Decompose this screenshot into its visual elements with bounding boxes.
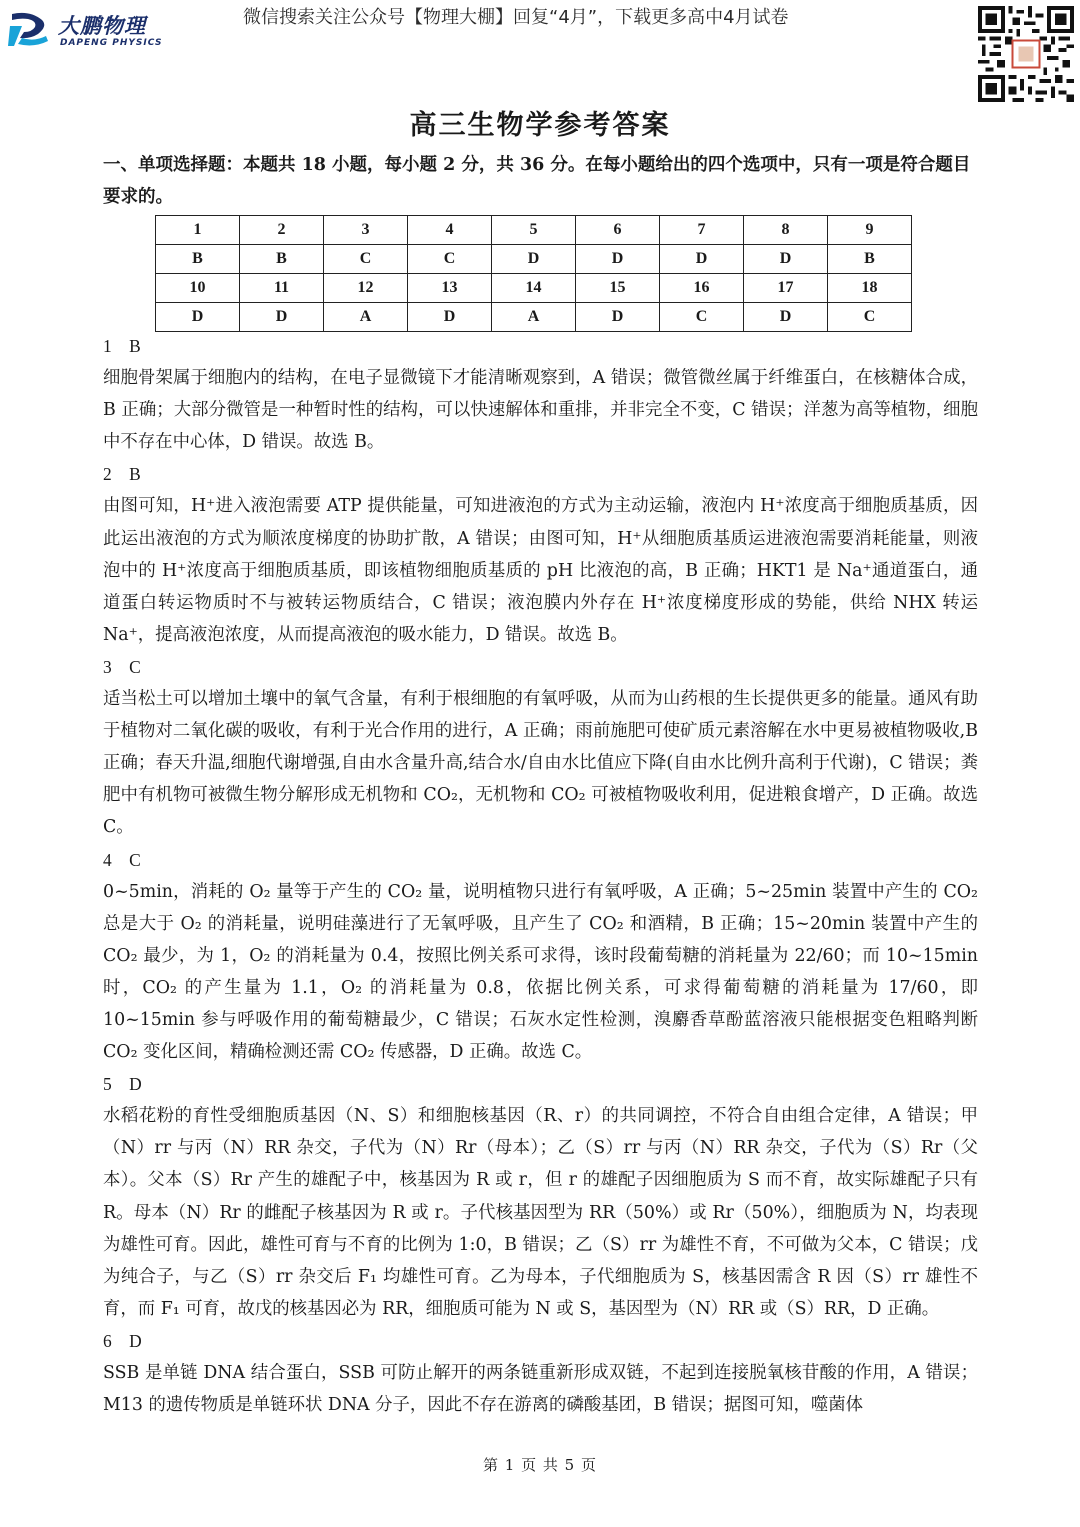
explanations [103, 330, 978, 1421]
answer-table [155, 215, 912, 332]
table-cell: 13 [408, 274, 492, 303]
logo-subtitle: DAPENG PHYSICS [60, 38, 163, 48]
question-explanation: 适当松土可以增加土壤中的氧气含量，有利于根细胞的有氧呼吸，从而为山药根的生长提供更多的能量。通风有助于植物对二氧化碳的吸收，有利于光合作用的进行，A 正确；雨前施肥可使矿质元素溶解在水中更易被植物吸收,B 正确；春天升温,细胞代谢增强,自由水含量升高,结合水/自由水比值应下降(自由水比例升高利于代谢)，C 错误；粪肥中有机物可被微生物分解形成无机物和 CO₂，无机物和 CO₂ 可被植物吸收利用，促进粮食增产，D 正确。故选 C。 [103, 689, 978, 838]
table-cell: 10 [156, 274, 240, 303]
page-header [0, 0, 1080, 105]
dapeng-logo [8, 8, 168, 50]
table-row [156, 274, 912, 303]
table-cell: 2 [240, 216, 324, 245]
section-heading: 一、单项选择题：本题共 18 小题，每小题 2 分，共 36 分。在每小题给出的四个选项中，只有一项是符合题目要求的。 [103, 155, 971, 207]
table-cell: 1 [156, 216, 240, 245]
question-explanation: 由图可知，H⁺进入液泡需要 ATP 提供能量，可知进液泡的方式为主动运输，液泡内 H⁺浓度高于细胞质基质，因此运出液泡的方式为顺浓度梯度的协助扩散，A 错误；由图可知，H⁺从细胞质基质运进液泡需要消耗能量，则液泡中的 H⁺浓度高于细胞质基质，即该植物细胞质基质的 pH 比液泡的高，B 正确；HKT1 是 Na⁺通道蛋白，通道蛋白转运物质时不与被转运物质结合，C 错误；液泡膜内外存在 H⁺浓度梯度形成的势能，供给 NHX 转运 Na⁺，提高液泡浓度，从而提高液泡的吸水能力，D 错误。故选 B。 [103, 496, 978, 645]
question-heading: 2 B [103, 464, 141, 485]
table-cell: A [492, 303, 576, 332]
question-explanation: 水稻花粉的育性受细胞质基因（N、S）和细胞核基因（R、r）的共同调控，不符合自由组合定律，A 错误；甲（N）rr 与丙（N）RR 杂交，子代为（N）Rr（母本）；乙（S）rr 与丙（N）RR 杂交，子代为（S）Rr（父本）。父本（S）Rr 产生的雄配子中，核基因为 R 或 r，但 r 的雄配子因细胞质为 S 而不育，故实际雄配子只有 R。母本（N）Rr 的雌配子核基因为 R 或 r。子代核基因型为 RR（50%）或 Rr（50%），细胞质为 N，均表现为雄性可育。因此，雄性可育与不育的比例为 1:0，B 错误；乙（S）rr 为雄性不育，不可做为父本，C 错误；戊为纯合子，与乙（S）rr 杂交后 F₁ 均雄性可育。乙为母本，子代细胞质为 S，核基因需含 R 因（S）rr 雄性不育，而 F₁ 可育，故戊的核基因必为 RR，细胞质可能为 N 或 S，基因型为（N）RR 或（S）RR，D 正确。 [103, 1106, 978, 1319]
table-cell: 14 [492, 274, 576, 303]
table-cell: 18 [828, 274, 912, 303]
question-explanation: SSB 是单链 DNA 结合蛋白，SSB 可防止解开的两条链重新形成双链，不起到连接脱氧核苷酸的作用，A 错误；M13 的遗传物质是单链环状 DNA 分子，因此不存在游离的磷酸基团，B 错误；据图可知，噬菌体 [103, 1363, 978, 1416]
table-cell: 4 [408, 216, 492, 245]
table-cell: D [660, 245, 744, 274]
page-number: 第 1 页 共 5 页 [483, 1456, 597, 1474]
table-cell: B [156, 245, 240, 274]
table-cell: B [828, 245, 912, 274]
table-cell: B [240, 245, 324, 274]
table-cell: C [324, 245, 408, 274]
table-row [156, 245, 912, 274]
table-cell: D [492, 245, 576, 274]
table-cell: 6 [576, 216, 660, 245]
table-cell: 8 [744, 216, 828, 245]
logo-name: 大鹏物理 [58, 14, 146, 38]
table-cell: 15 [576, 274, 660, 303]
table-cell: 7 [660, 216, 744, 245]
table-cell: D [156, 303, 240, 332]
question-heading: 4 C [103, 849, 141, 870]
question-heading: 6 D [103, 1330, 142, 1351]
question-explanation: 0~5min，消耗的 O₂ 量等于产生的 CO₂ 量，说明植物只进行有氧呼吸，A 正确；5~25min 装置中产生的 CO₂ 总是大于 O₂ 的消耗量，说明硅藻进行了无氧呼吸，且产生了 CO₂ 和酒精，B 正确；15~20min 装置中产生的 CO₂ 最少，为 1，O₂ 的消耗量为 0.4，按照比例关系可求得，该时段葡萄糖的消耗量为 22/60；而 10~15min 时，CO₂ 的产生量为 1.1，O₂ 的消耗量为 0.8，依据比例关系，可求得葡萄糖的消耗量为 17/60，即 10~15min 参与呼吸作用的葡萄糖最少，C 错误；石灰水定性检测，溴麝香草酚蓝溶液只能根据变色粗略判断 CO₂ 变化区间，精确检测还需 CO₂ 传感器，D 正确。故选 C。 [103, 881, 978, 1063]
qr-code-icon [978, 6, 1074, 102]
table-cell: 17 [744, 274, 828, 303]
table-cell: 16 [660, 274, 744, 303]
table-cell: D [576, 245, 660, 274]
table-cell: C [828, 303, 912, 332]
table-cell: 11 [240, 274, 324, 303]
table-row [156, 216, 912, 245]
header-banner: 微信搜索关注公众号【物理大棚】回复“4月”，下载更多高中4月试卷 [243, 7, 789, 28]
table-cell: D [744, 245, 828, 274]
table-cell: 3 [324, 216, 408, 245]
question-explanation: 细胞骨架属于细胞内的结构，在电子显微镜下才能清晰观察到，A 错误；微管微丝属于纤维蛋白，在核糖体合成，B 正确；大部分微管是一种暂时性的结构，可以快速解体和重排，并非完全不变，C 错误；洋葱为高等植物，细胞中不存在中心体，D 错误。故选 B。 [103, 368, 978, 453]
table-cell: D [744, 303, 828, 332]
table-cell: 5 [492, 216, 576, 245]
dapeng-logo-icon [8, 8, 54, 48]
table-cell: C [408, 245, 492, 274]
table-cell: 9 [828, 216, 912, 245]
question-heading: 3 C [103, 656, 141, 677]
table-cell: C [660, 303, 744, 332]
table-cell: D [576, 303, 660, 332]
table-cell: D [240, 303, 324, 332]
question-heading: 1 B [103, 336, 141, 356]
page-title: 高三生物学参考答案 [409, 110, 671, 141]
question-heading: 5 D [103, 1074, 142, 1095]
table-cell: 12 [324, 274, 408, 303]
table-cell: D [408, 303, 492, 332]
table-cell: A [324, 303, 408, 332]
table-row [156, 303, 912, 332]
